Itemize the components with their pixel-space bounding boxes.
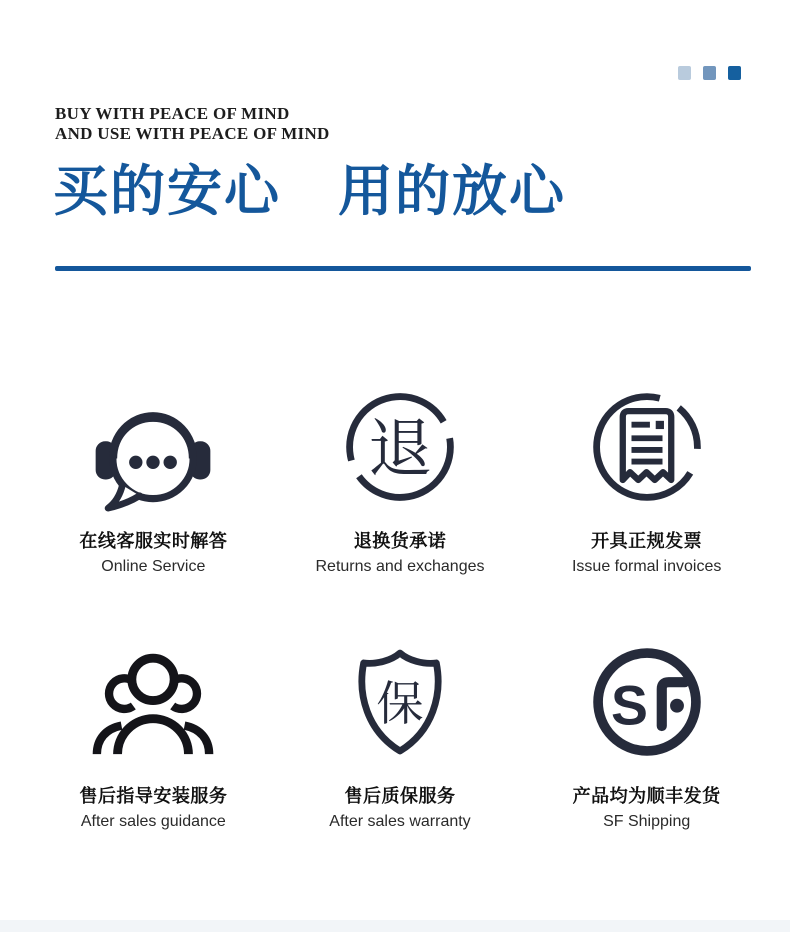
sf-express-icon: [587, 642, 707, 762]
invoice-icon: [584, 384, 710, 510]
customer-service-icon: [86, 382, 220, 512]
service-item-warranty: [277, 638, 524, 831]
divider-rule: [55, 266, 751, 271]
service-item-sf-shipping: [523, 638, 770, 831]
deco-square: [728, 66, 741, 80]
service-title-cn: 产品均为顺丰发货: [572, 786, 721, 806]
footer-strip: [0, 920, 790, 932]
service-title-cn: 售后指导安装服务: [79, 786, 228, 806]
deco-square: [678, 66, 691, 80]
deco-square: [703, 66, 716, 80]
group-icon: [89, 642, 217, 762]
service-title-cn: 售后质保服务: [344, 786, 456, 806]
service-title-cn: 退换货承诺: [353, 531, 447, 551]
service-item-invoices: [523, 383, 770, 576]
service-title-en: SF Shipping: [603, 813, 691, 830]
svg-text:保: 保: [376, 677, 424, 733]
service-item-online-service: [30, 383, 277, 576]
service-title-en: Online Service: [101, 558, 206, 575]
service-item-guidance: [30, 638, 277, 831]
svg-text:退: 退: [368, 412, 432, 487]
tagline-line1: BUY WITH PEACE OF MIND: [55, 104, 290, 123]
svg-text:S: S: [610, 674, 648, 737]
tagline-line2: AND USE WITH PEACE OF MIND: [55, 123, 330, 143]
service-title-en: Issue formal invoices: [571, 558, 722, 575]
service-title-en: After sales warranty: [329, 813, 471, 830]
service-title-en: Returns and exchanges: [315, 558, 485, 575]
service-title-cn: 开具正规发票: [591, 531, 703, 551]
service-title-cn: 在线客服实时解答: [79, 531, 228, 551]
return-icon: [337, 384, 463, 510]
service-title-en: After sales guidance: [80, 813, 226, 830]
services-grid: [30, 383, 770, 831]
service-item-returns: [277, 383, 524, 576]
warranty-shield-icon: [341, 639, 459, 765]
deco-squares: [678, 66, 741, 80]
page-title: 买的安心 用的放心: [53, 158, 567, 223]
tagline: [55, 104, 330, 143]
